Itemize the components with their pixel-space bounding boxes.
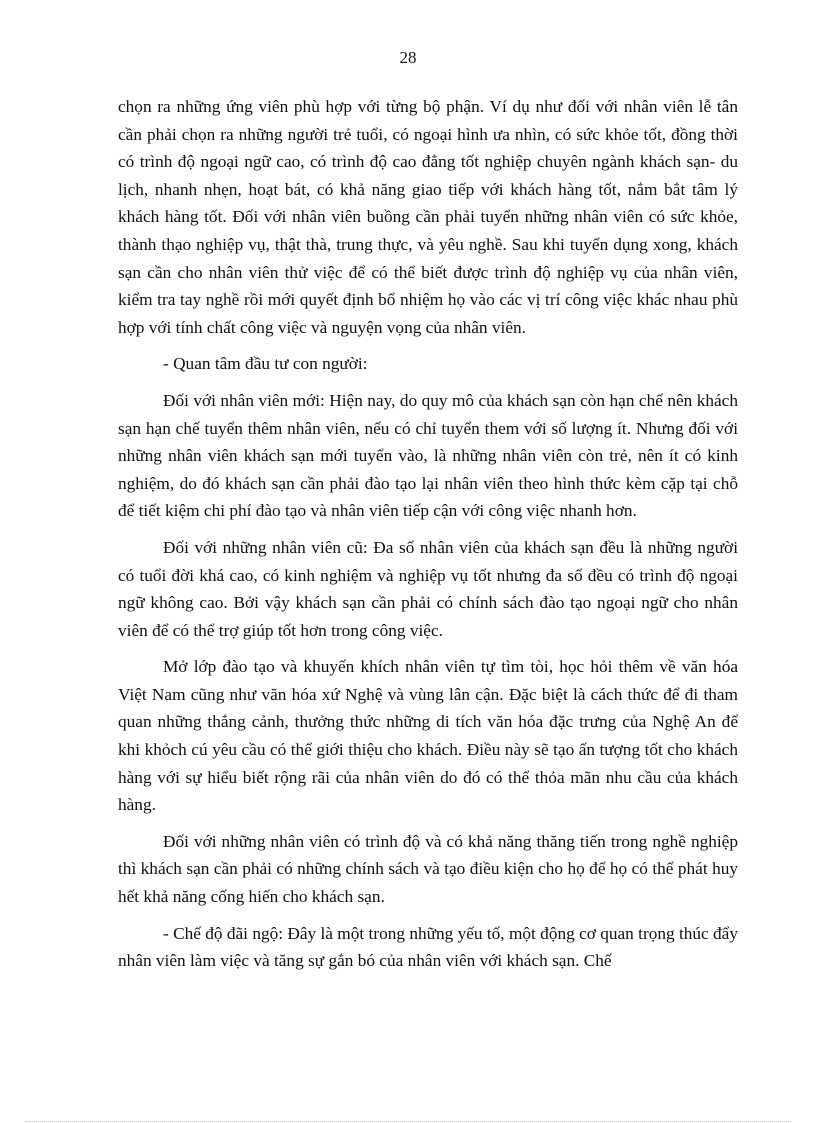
paragraph-heading-investment: - Quan tâm đầu tư con người: — [163, 354, 368, 374]
paragraph-training: Mở lớp đào tạo và khuyến khích nhân viên tự tìm tòi, học hỏi thêm về văn hóa Việt Nam cũng như văn hóa xứ Nghệ và vùng lân cận. Đặc biệt là cách thức để đi tham quan những thắng cảnh, thưởng thức những di tích văn hóa đặc trưng của Nghệ An để khi khỏch cú yêu cầu có thể giới thiệu cho khách. Điều này sẽ tạo ấn tượng tốt cho khách hàng với sự hiểu biết rộng rãi của nhân viên do đó có thể thỏa mãn nhu cầu của khách hàng. — [118, 657, 738, 815]
paragraph-old-staff: Đối với những nhân viên cũ: Đa số nhân viên của khách sạn đều là những người có tuổi đời khá cao, có kinh nghiệm và nghiệp vụ tốt nhưng đa số đều có trình độ ngoại ngữ không cao. Bởi vậy khách sạn cần phải có chính sách đào tạo ngoại ngữ cho nhân viên để có thể trợ giúp tốt hơn trong công việc. — [118, 537, 738, 640]
paragraph-compensation: - Chế độ đãi ngộ: Đây là một trong những yếu tố, một động cơ quan trọng thúc đẩy nhân viên làm việc và tăng sự gắn bó của nhân viên với khách sạn. Chế — [118, 923, 738, 971]
paragraph-promotion: Đối với những nhân viên có trình độ và có khả năng thăng tiến trong nghề nghiệp thì khách sạn cần phải có những chính sách và tạo điều kiện cho họ để họ có thể phát huy hết khả năng cống hiến cho khách sạn. — [118, 831, 738, 907]
paragraph-new-staff: Đối với nhân viên mới: Hiện nay, do quy mô của khách sạn còn hạn chế nên khách sạn hạn chế tuyển thêm nhân viên, nếu có chỉ tuyển them với số lượng ít. Nhưng đối với những nhân viên khách sạn mới tuyển vào, là những nhân viên còn trẻ, nên ít có kinh nghiệm, do đó khách sạn cần phải đào tạo lại nhân viên theo hình thức kèm cặp tại chỗ để tiết kiệm chi phí đào tạo và nhân viên tiếp cận với công việc nhanh hơn. — [118, 390, 738, 521]
paragraph-recruitment: chọn ra những ứng viên phù hợp với từng bộ phận. Ví dụ như đối với nhân viên lễ tân cần phải chọn ra những người trẻ tuổi, có ngoại hình ưa nhìn, có sức khỏe tốt, đồng thời có trình độ ngoại ngữ cao, có trình độ cao đẳng tốt nghiệp chuyên ngành khách sạn- du lịch, nhanh nhẹn, hoạt bát, có khả năng giao tiếp với khách hàng tốt, nắm bắt tâm lý khách hàng tốt. Đối với nhân viên buồng cần phải tuyển những nhân viên có sức khỏe, thành thạo nghiệp vụ, thật thà, trung thực, và yêu nghề. Sau khi tuyển dụng xong, khách sạn cần cho nhân viên thử việc để có thể biết được trình độ nghiệp vụ của nhân viên, kiểm tra tay nghề rồi mới quyết định bổ nhiệm họ vào các vị trí công việc khác nhau phù hợp với tính chất công việc và nguyện vọng của nhân viên. — [118, 97, 738, 337]
page-number: 28 — [399, 48, 417, 67]
body-text — [118, 93, 738, 984]
page-bottom-divider — [25, 1121, 791, 1122]
